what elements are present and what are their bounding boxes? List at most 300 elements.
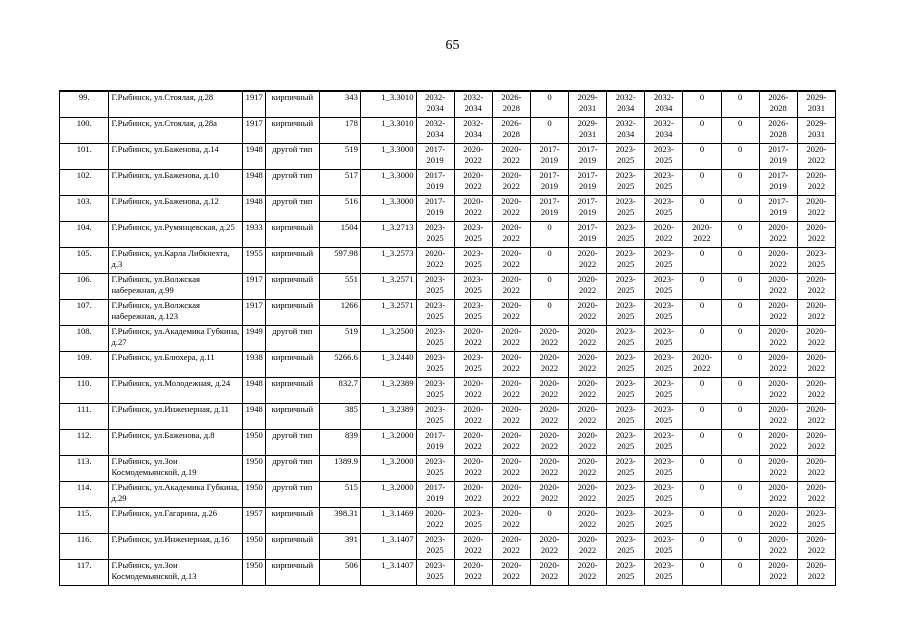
code-cell: 1_3.2713	[360, 222, 416, 248]
code-cell: 1_3.3010	[360, 118, 416, 144]
code-cell: 1_3.2571	[360, 274, 416, 300]
code-cell: 1_3.3000	[360, 196, 416, 222]
period-cell: 2020-2022	[454, 534, 492, 560]
table-row	[60, 378, 836, 404]
address-cell: Г.Рыбинск, ул.Зои Космодемьянской, д.13	[109, 560, 243, 586]
wall-material-cell: кирпичный	[266, 274, 320, 300]
code-cell: 1_3.2000	[360, 430, 416, 456]
period-cell: 0	[721, 222, 759, 248]
period-cell: 2023-2025	[797, 508, 835, 534]
period-cell: 2023-2025	[645, 404, 683, 430]
code-cell: 1_3.2571	[360, 300, 416, 326]
period-cell: 2017-2019	[569, 196, 607, 222]
period-cell: 2020-2022	[759, 560, 797, 586]
period-cell: 2020-2022	[569, 274, 607, 300]
period-cell: 2023-2025	[607, 300, 645, 326]
table-body	[60, 91, 836, 586]
period-cell: 2020-2022	[569, 300, 607, 326]
period-cell: 0	[683, 456, 721, 482]
address-cell: Г.Рыбинск, ул.Баженова, д.10	[109, 170, 243, 196]
table-row	[60, 430, 836, 456]
period-cell: 2026-2028	[759, 118, 797, 144]
row-number: 116.	[60, 534, 109, 560]
period-cell: 2023-2025	[607, 430, 645, 456]
period-cell: 2020-2022	[797, 274, 835, 300]
period-cell: 0	[683, 378, 721, 404]
table-row	[60, 456, 836, 482]
period-cell: 0	[683, 508, 721, 534]
row-number: 108.	[60, 326, 109, 352]
wall-material-cell: кирпичный	[266, 508, 320, 534]
period-cell: 2023-2025	[607, 196, 645, 222]
period-cell: 2020-2022	[569, 404, 607, 430]
period-cell: 0	[530, 118, 568, 144]
period-cell: 2023-2025	[454, 352, 492, 378]
wall-material-cell: другой тип	[266, 170, 320, 196]
area-cell: 398.31	[319, 508, 360, 534]
period-cell: 2020-2022	[492, 508, 530, 534]
period-cell: 2032-2034	[607, 91, 645, 118]
table-row	[60, 144, 836, 170]
table-row	[60, 534, 836, 560]
period-cell: 2023-2025	[797, 248, 835, 274]
address-cell: Г.Рыбинск, ул.Баженова, д.14	[109, 144, 243, 170]
period-cell: 0	[683, 118, 721, 144]
period-cell: 2020-2022	[530, 326, 568, 352]
area-cell: 385	[319, 404, 360, 430]
period-cell: 2020-2022	[759, 326, 797, 352]
period-cell: 2023-2025	[454, 274, 492, 300]
period-cell: 0	[683, 196, 721, 222]
period-cell: 2020-2022	[645, 222, 683, 248]
period-cell: 0	[530, 274, 568, 300]
period-cell: 2020-2022	[454, 482, 492, 508]
period-cell: 2017-2019	[416, 482, 454, 508]
address-cell: Г.Рыбинск, ул.Гагарина, д.26	[109, 508, 243, 534]
address-cell: Г.Рыбинск, ул.Волжская набережная, д.123	[109, 300, 243, 326]
period-cell: 2023-2025	[607, 404, 645, 430]
period-cell: 2023-2025	[607, 326, 645, 352]
build-year-cell: 1950	[243, 430, 266, 456]
period-cell: 2020-2022	[797, 378, 835, 404]
period-cell: 2029-2031	[569, 91, 607, 118]
period-cell: 2020-2022	[797, 456, 835, 482]
period-cell: 2029-2031	[797, 118, 835, 144]
period-cell: 2023-2025	[416, 326, 454, 352]
period-cell: 0	[721, 404, 759, 430]
period-cell: 0	[721, 118, 759, 144]
address-cell: Г.Рыбинск, ул.Карла Либкнехта, д.3	[109, 248, 243, 274]
row-number: 112.	[60, 430, 109, 456]
period-cell: 2023-2025	[416, 404, 454, 430]
period-cell: 2023-2025	[454, 508, 492, 534]
area-cell: 519	[319, 144, 360, 170]
wall-material-cell: кирпичный	[266, 91, 320, 118]
table-row	[60, 560, 836, 586]
period-cell: 2023-2025	[645, 352, 683, 378]
build-year-cell: 1949	[243, 326, 266, 352]
row-number: 111.	[60, 404, 109, 430]
page-number: 65	[445, 38, 460, 53]
period-cell: 2020-2022	[454, 170, 492, 196]
period-cell: 2017-2019	[759, 196, 797, 222]
address-cell: Г.Рыбинск, ул.Академика Губкина, д.27	[109, 326, 243, 352]
address-cell: Г.Рыбинск, ул.Баженова, д.12	[109, 196, 243, 222]
period-cell: 2020-2022	[530, 456, 568, 482]
address-cell: Г.Рыбинск, ул.Блюхера, д.11	[109, 352, 243, 378]
period-cell: 2023-2025	[607, 274, 645, 300]
period-cell: 2020-2022	[530, 378, 568, 404]
row-number: 101.	[60, 144, 109, 170]
period-cell: 2020-2022	[759, 378, 797, 404]
period-cell: 0	[683, 326, 721, 352]
period-cell: 2020-2022	[569, 378, 607, 404]
code-cell: 1_3.2573	[360, 248, 416, 274]
housing-register-table	[59, 90, 836, 586]
row-number: 100.	[60, 118, 109, 144]
period-cell: 0	[721, 326, 759, 352]
period-cell: 2023-2025	[454, 300, 492, 326]
period-cell: 2017-2019	[759, 144, 797, 170]
period-cell: 2023-2025	[607, 144, 645, 170]
period-cell: 2023-2025	[416, 274, 454, 300]
period-cell: 2020-2022	[492, 404, 530, 430]
area-cell: 839	[319, 430, 360, 456]
period-cell: 2020-2022	[797, 326, 835, 352]
period-cell: 2023-2025	[416, 534, 454, 560]
period-cell: 2020-2022	[530, 534, 568, 560]
build-year-cell: 1957	[243, 508, 266, 534]
address-cell: Г.Рыбинск, ул.Стоялая, д.28а	[109, 118, 243, 144]
period-cell: 2020-2022	[492, 560, 530, 586]
period-cell: 0	[721, 144, 759, 170]
period-cell: 2020-2022	[492, 430, 530, 456]
row-number: 114.	[60, 482, 109, 508]
period-cell: 2020-2022	[797, 560, 835, 586]
row-number: 106.	[60, 274, 109, 300]
period-cell: 0	[721, 352, 759, 378]
period-cell: 2020-2022	[454, 430, 492, 456]
period-cell: 2020-2022	[530, 482, 568, 508]
period-cell: 2023-2025	[645, 248, 683, 274]
period-cell: 2023-2025	[645, 326, 683, 352]
area-cell: 597.98	[319, 248, 360, 274]
period-cell: 2020-2022	[569, 248, 607, 274]
table-row	[60, 300, 836, 326]
period-cell: 0	[683, 248, 721, 274]
wall-material-cell: кирпичный	[266, 248, 320, 274]
period-cell: 2020-2022	[759, 404, 797, 430]
code-cell: 1_3.1407	[360, 560, 416, 586]
period-cell: 2017-2019	[759, 170, 797, 196]
period-cell: 0	[721, 170, 759, 196]
period-cell: 2020-2022	[759, 222, 797, 248]
area-cell: 517	[319, 170, 360, 196]
address-cell: Г.Рыбинск, ул.Молодежная, д.24	[109, 378, 243, 404]
area-cell: 391	[319, 534, 360, 560]
period-cell: 2023-2025	[645, 482, 683, 508]
table-row	[60, 196, 836, 222]
period-cell: 2020-2022	[530, 560, 568, 586]
period-cell: 2020-2022	[454, 144, 492, 170]
period-cell: 2023-2025	[607, 482, 645, 508]
period-cell: 2020-2022	[454, 378, 492, 404]
period-cell: 2020-2022	[797, 430, 835, 456]
period-cell: 2023-2025	[645, 430, 683, 456]
period-cell: 0	[683, 482, 721, 508]
period-cell: 2020-2022	[454, 560, 492, 586]
area-cell: 519	[319, 326, 360, 352]
period-cell: 0	[683, 274, 721, 300]
period-cell: 2032-2034	[454, 118, 492, 144]
period-cell: 2020-2022	[492, 352, 530, 378]
period-cell: 2020-2022	[683, 222, 721, 248]
period-cell: 2020-2022	[797, 482, 835, 508]
area-cell: 832.7	[319, 378, 360, 404]
wall-material-cell: кирпичный	[266, 352, 320, 378]
period-cell: 2020-2022	[454, 456, 492, 482]
period-cell: 2023-2025	[416, 378, 454, 404]
period-cell: 0	[683, 91, 721, 118]
wall-material-cell: кирпичный	[266, 300, 320, 326]
period-cell: 2020-2022	[797, 144, 835, 170]
period-cell: 2020-2022	[530, 404, 568, 430]
period-cell: 2020-2022	[492, 456, 530, 482]
period-cell: 2020-2022	[569, 560, 607, 586]
period-cell: 2023-2025	[645, 170, 683, 196]
period-cell: 2023-2025	[645, 378, 683, 404]
table-row	[60, 482, 836, 508]
wall-material-cell: другой тип	[266, 144, 320, 170]
period-cell: 2026-2028	[492, 91, 530, 118]
address-cell: Г.Рыбинск, ул.Инженерная, д.16	[109, 534, 243, 560]
address-cell: Г.Рыбинск, ул.Зои Космодемьянской, д.19	[109, 456, 243, 482]
period-cell: 2020-2022	[492, 534, 530, 560]
row-number: 109.	[60, 352, 109, 378]
period-cell: 2023-2025	[607, 508, 645, 534]
period-cell: 2029-2031	[569, 118, 607, 144]
table-row	[60, 404, 836, 430]
table-row	[60, 118, 836, 144]
period-cell: 0	[721, 196, 759, 222]
wall-material-cell: другой тип	[266, 430, 320, 456]
period-cell: 2020-2022	[797, 170, 835, 196]
build-year-cell: 1950	[243, 456, 266, 482]
period-cell: 2020-2022	[797, 300, 835, 326]
build-year-cell: 1950	[243, 534, 266, 560]
period-cell: 0	[721, 91, 759, 118]
table-row	[60, 352, 836, 378]
code-cell: 1_3.2389	[360, 378, 416, 404]
period-cell: 2017-2019	[530, 196, 568, 222]
period-cell: 2017-2019	[530, 144, 568, 170]
period-cell: 0	[683, 144, 721, 170]
code-cell: 1_3.2389	[360, 404, 416, 430]
period-cell: 0	[530, 91, 568, 118]
period-cell: 2032-2034	[645, 91, 683, 118]
period-cell: 2020-2022	[759, 352, 797, 378]
area-cell: 551	[319, 274, 360, 300]
area-cell: 1266	[319, 300, 360, 326]
period-cell: 2020-2022	[492, 222, 530, 248]
build-year-cell: 1955	[243, 248, 266, 274]
wall-material-cell: кирпичный	[266, 560, 320, 586]
period-cell: 2020-2022	[454, 404, 492, 430]
period-cell: 0	[683, 170, 721, 196]
period-cell: 2023-2025	[607, 170, 645, 196]
period-cell: 2023-2025	[607, 378, 645, 404]
period-cell: 0	[721, 430, 759, 456]
period-cell: 2020-2022	[797, 352, 835, 378]
address-cell: Г.Рыбинск, ул.Академика Губкина, д.29	[109, 482, 243, 508]
period-cell: 0	[683, 534, 721, 560]
period-cell: 2020-2022	[492, 300, 530, 326]
period-cell: 2020-2022	[492, 196, 530, 222]
row-number: 104.	[60, 222, 109, 248]
period-cell: 2020-2022	[759, 534, 797, 560]
period-cell: 2020-2022	[759, 430, 797, 456]
build-year-cell: 1948	[243, 144, 266, 170]
period-cell: 2017-2019	[569, 170, 607, 196]
build-year-cell: 1950	[243, 560, 266, 586]
period-cell: 2023-2025	[607, 352, 645, 378]
area-cell: 1504	[319, 222, 360, 248]
period-cell: 2017-2019	[569, 144, 607, 170]
period-cell: 2017-2019	[416, 196, 454, 222]
period-cell: 2023-2025	[607, 560, 645, 586]
row-number: 102.	[60, 170, 109, 196]
wall-material-cell: кирпичный	[266, 118, 320, 144]
period-cell: 2023-2025	[645, 144, 683, 170]
address-cell: Г.Рыбинск, ул.Румянцевская, д.25	[109, 222, 243, 248]
row-number: 99.	[60, 91, 109, 118]
period-cell: 2017-2019	[416, 170, 454, 196]
period-cell: 2020-2022	[530, 430, 568, 456]
period-cell: 2020-2022	[797, 196, 835, 222]
row-number: 117.	[60, 560, 109, 586]
wall-material-cell: другой тип	[266, 326, 320, 352]
period-cell: 2023-2025	[645, 274, 683, 300]
period-cell: 2017-2019	[530, 170, 568, 196]
period-cell: 2020-2022	[759, 482, 797, 508]
build-year-cell: 1917	[243, 274, 266, 300]
table-row	[60, 274, 836, 300]
period-cell: 2023-2025	[607, 248, 645, 274]
period-cell: 2032-2034	[645, 118, 683, 144]
address-cell: Г.Рыбинск, ул.Стоялая, д.28	[109, 91, 243, 118]
build-year-cell: 1948	[243, 404, 266, 430]
period-cell: 0	[721, 248, 759, 274]
period-cell: 2023-2025	[645, 560, 683, 586]
period-cell: 2023-2025	[416, 300, 454, 326]
period-cell: 2020-2022	[492, 274, 530, 300]
period-cell: 2032-2034	[416, 118, 454, 144]
build-year-cell: 1933	[243, 222, 266, 248]
table-row	[60, 326, 836, 352]
period-cell: 2020-2022	[759, 508, 797, 534]
period-cell: 2032-2034	[607, 118, 645, 144]
period-cell: 2017-2019	[416, 144, 454, 170]
wall-material-cell: кирпичный	[266, 534, 320, 560]
period-cell: 2020-2022	[569, 456, 607, 482]
table-row	[60, 222, 836, 248]
table-row	[60, 170, 836, 196]
period-cell: 2020-2022	[454, 326, 492, 352]
period-cell: 2020-2022	[569, 482, 607, 508]
wall-material-cell: кирпичный	[266, 378, 320, 404]
period-cell: 2020-2022	[416, 508, 454, 534]
build-year-cell: 1950	[243, 482, 266, 508]
period-cell: 2017-2019	[569, 222, 607, 248]
period-cell: 2023-2025	[645, 196, 683, 222]
period-cell: 2023-2025	[416, 352, 454, 378]
period-cell: 2020-2022	[759, 300, 797, 326]
period-cell: 2026-2028	[492, 118, 530, 144]
period-cell: 2020-2022	[569, 508, 607, 534]
period-cell: 0	[721, 456, 759, 482]
row-number: 115.	[60, 508, 109, 534]
address-cell: Г.Рыбинск, ул.Баженова, д.8	[109, 430, 243, 456]
period-cell: 2023-2025	[645, 534, 683, 560]
area-cell: 515	[319, 482, 360, 508]
period-cell: 0	[721, 508, 759, 534]
wall-material-cell: кирпичный	[266, 222, 320, 248]
period-cell: 0	[683, 560, 721, 586]
period-cell: 2023-2025	[607, 534, 645, 560]
period-cell: 2020-2022	[683, 352, 721, 378]
build-year-cell: 1938	[243, 352, 266, 378]
period-cell: 2020-2022	[797, 222, 835, 248]
period-cell: 2023-2025	[454, 248, 492, 274]
area-cell: 516	[319, 196, 360, 222]
row-number: 110.	[60, 378, 109, 404]
period-cell: 2017-2019	[416, 430, 454, 456]
code-cell: 1_3.3010	[360, 91, 416, 118]
period-cell: 2023-2025	[645, 456, 683, 482]
period-cell: 2020-2022	[569, 326, 607, 352]
table-row	[60, 248, 836, 274]
period-cell: 2020-2022	[454, 196, 492, 222]
row-number: 105.	[60, 248, 109, 274]
build-year-cell: 1948	[243, 196, 266, 222]
area-cell: 5266.6	[319, 352, 360, 378]
build-year-cell: 1917	[243, 300, 266, 326]
period-cell: 2023-2025	[607, 456, 645, 482]
period-cell: 0	[721, 274, 759, 300]
code-cell: 1_3.1469	[360, 508, 416, 534]
period-cell: 0	[530, 222, 568, 248]
row-number: 107.	[60, 300, 109, 326]
code-cell: 1_3.2000	[360, 482, 416, 508]
period-cell: 2020-2022	[492, 144, 530, 170]
row-number: 103.	[60, 196, 109, 222]
period-cell: 0	[683, 430, 721, 456]
period-cell: 2020-2022	[416, 248, 454, 274]
period-cell: 2020-2022	[569, 534, 607, 560]
period-cell: 2023-2025	[454, 222, 492, 248]
build-year-cell: 1917	[243, 91, 266, 118]
period-cell: 2023-2025	[645, 508, 683, 534]
area-cell: 506	[319, 560, 360, 586]
period-cell: 0	[721, 534, 759, 560]
period-cell: 2026-2028	[759, 91, 797, 118]
period-cell: 2020-2022	[492, 378, 530, 404]
period-cell: 2020-2022	[492, 326, 530, 352]
period-cell: 2020-2022	[797, 404, 835, 430]
period-cell: 2020-2022	[759, 248, 797, 274]
wall-material-cell: другой тип	[266, 456, 320, 482]
period-cell: 2020-2022	[530, 352, 568, 378]
